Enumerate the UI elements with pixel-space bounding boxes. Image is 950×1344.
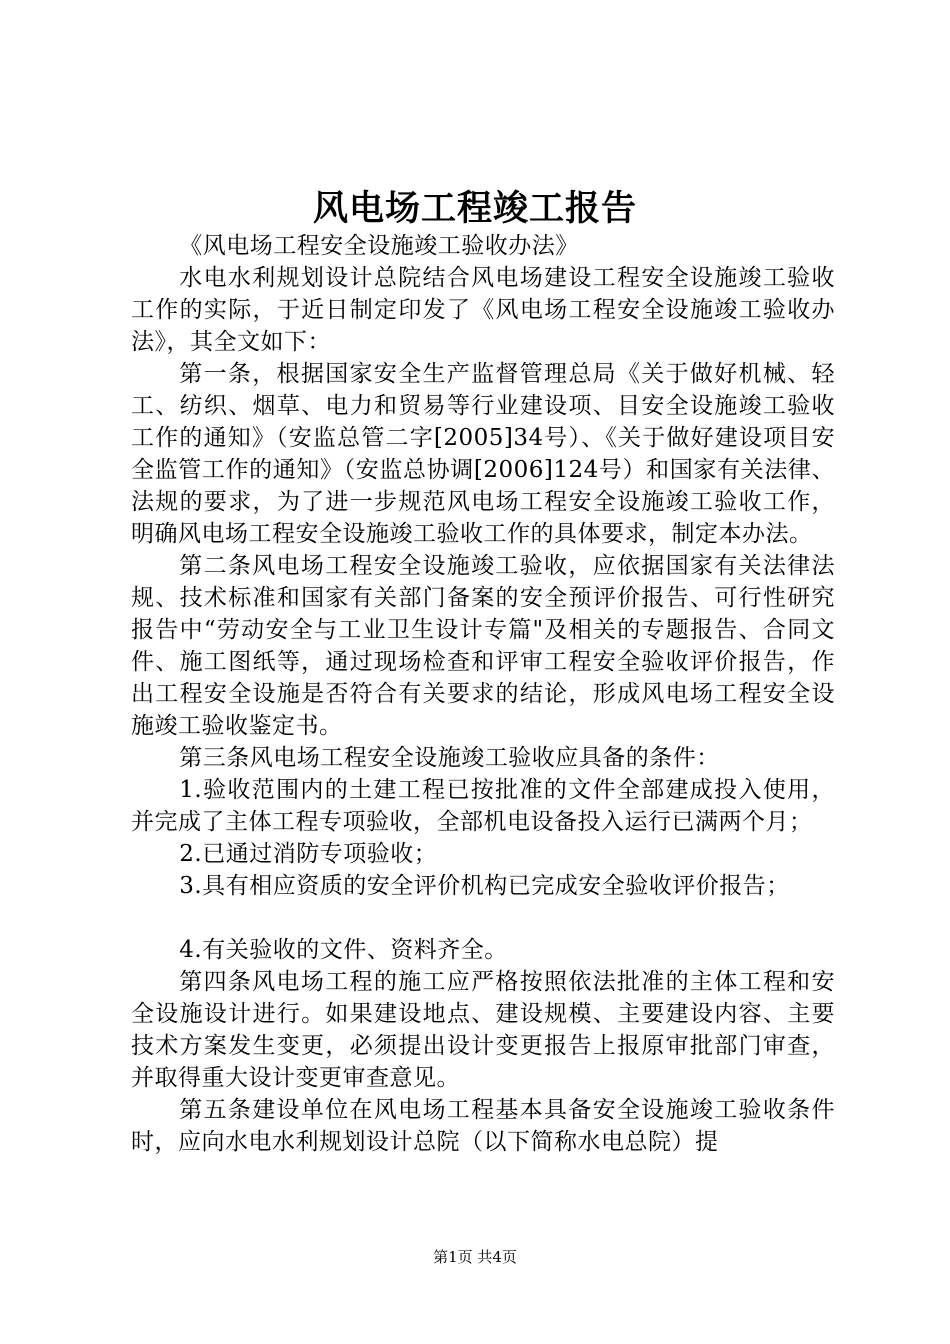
paragraph-article-5: 第五条建设单位在风电场工程基本具备安全设施竣工验收条件时，应向水电水利规划设计总院（以下简称水电总院）提 bbox=[131, 1097, 835, 1155]
list-item-condition-1: 1.验收范围内的土建工程已按批准的文件全部建成投入使用，并完成了主体工程专项验收，全部机电设备投入运行已满两个月； bbox=[131, 777, 835, 835]
page-number-footer: 第1页 共4页 bbox=[433, 1248, 517, 1266]
document-body bbox=[131, 230, 835, 1158]
paragraph-article-2: 第二条风电场工程安全设施竣工验收，应依据国家有关法律法规、技术标准和国家有关部门备案的安全预评价报告、可行性研究报告中“劳动安全与工业卫生设计专篇"及相关的专题报告、合同文件、施工图纸等，通过现场检查和评审工程安全验收评价报告，作出工程安全设施是否符合有关要求的结论，形成风电场工程安全设施竣工验收鉴定书。 bbox=[131, 553, 835, 739]
paragraph-article-1: 第一条，根据国家安全生产监督管理总局《关于做好机械、轻工、纺织、烟草、电力和贸易等行业建设项、目安全设施竣工验收工作的通知》（安监总管二字[2005]34号）、《关于做好建设项目安全监管工作的通知》（安监总协调[2006]124号）和国家有关法律、法规的要求，为了进一步规范风电场工程安全设施竣工验收工作，明确风电场工程安全设施竣工验收工作的具体要求，制定本办法。 bbox=[131, 361, 835, 547]
list-item-condition-2: 2.已通过消防专项验收； bbox=[179, 841, 438, 867]
list-item-condition-3: 3.具有相应资质的安全评价机构已完成安全验收评价报告； bbox=[179, 873, 790, 899]
paragraph-heading-ref: 《风电场工程安全设施竣工验收办法》 bbox=[179, 233, 579, 259]
paragraph-article-4: 第四条风电场工程的施工应严格按照依法批准的主体工程和安全设施设计进行。如果建设地点、建设规模、主要建设内容、主要技术方案发生变更，必须提出设计变更报告上报原审批部门审查，并取得重大设计变更审查意见。 bbox=[131, 969, 835, 1091]
paragraph-article-3: 第三条风电场工程安全设施竣工验收应具备的条件： bbox=[179, 745, 720, 771]
document-title: 风电场工程竣工报告 bbox=[312, 188, 637, 229]
paragraph-intro: 水电水利规划设计总院结合风电场建设工程安全设施竣工验收工作的实际，于近日制定印发了《风电场工程安全设施竣工验收办法》，其全文如下： bbox=[131, 265, 835, 355]
list-item-condition-4: 4.有关验收的文件、资料齐全。 bbox=[179, 937, 508, 963]
